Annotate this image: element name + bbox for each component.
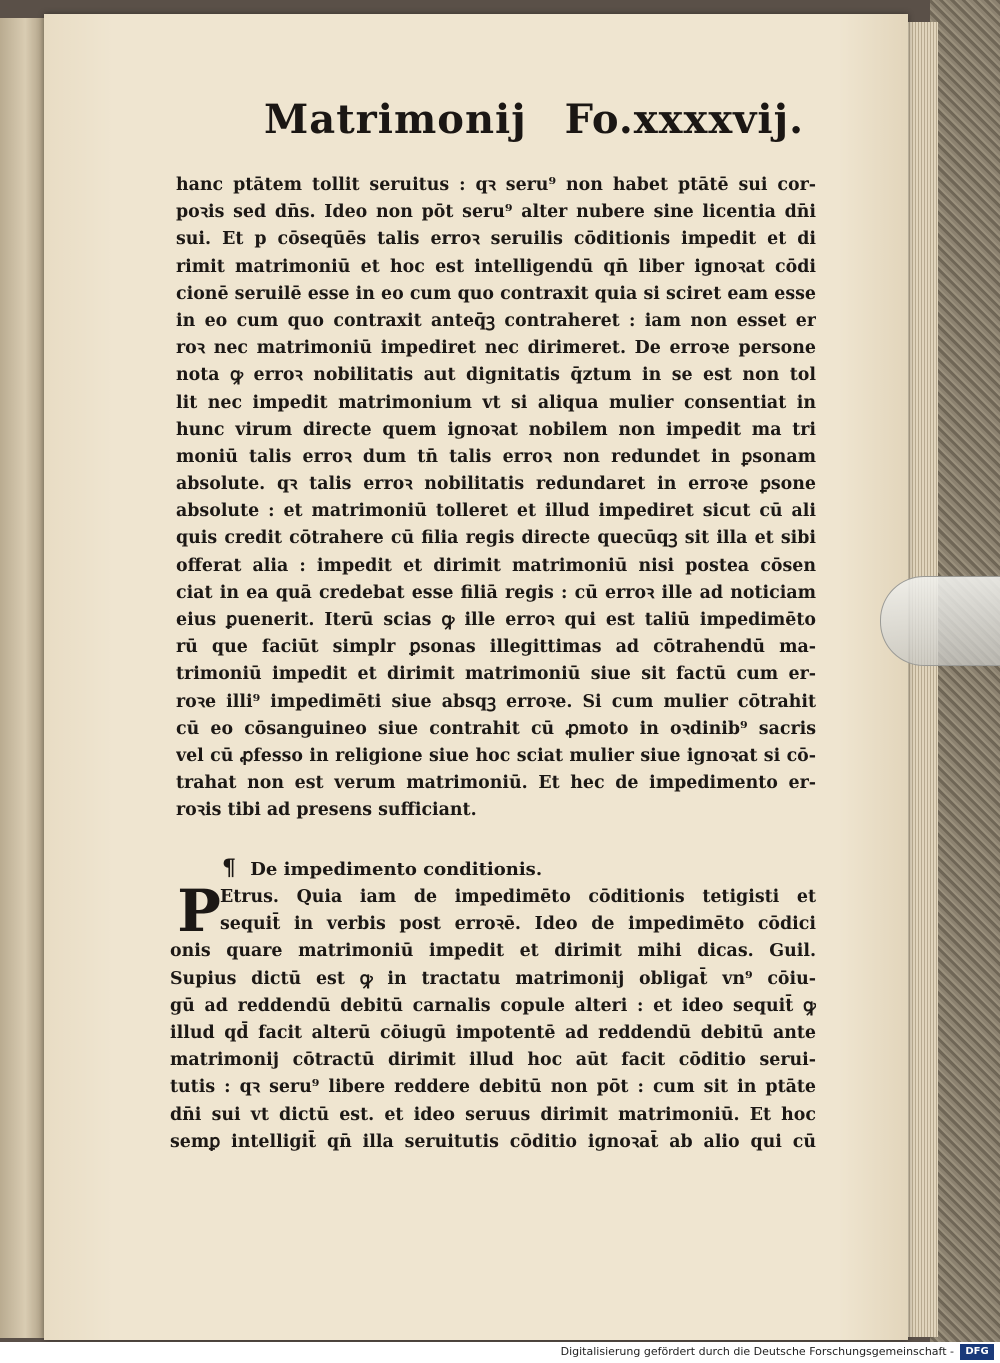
text-line: semꝑ intelligit̄ qn̄ illa seruitutis cōditio ignoꝛat̄ ab alio qui cū [170,1131,816,1152]
dfg-logo: DFG [960,1344,994,1360]
text-line: Etrus. Quia iam de impedimēto cōditionis tetigisti et [220,887,816,907]
text-line: nota ꝙ erroꝛ nobilitatis aut dignitatis q̄ztum in se est non tol [176,365,816,386]
pilcrow-mark: ¶ [222,855,236,881]
footer-bar [0,1342,1000,1363]
funding-notice: Digitalisierung gefördert durch die Deutsche Forschungsgemeinschaft - [560,1345,954,1358]
text-line: lit nec impedit matrimonium vt si aliqua mulier consentiat in [176,392,816,413]
running-title: Matrimonij [264,96,527,143]
text-line: roꝛ nec matrimoniū impediret nec dirimeret. De erroꝛe persone [176,338,816,359]
folio-number: Fo.xxxxvij. [564,96,804,143]
text-line: roꝛis tibi ad presens sufficiant. [176,800,477,821]
text-line: in eo cum quo contraxit anteq̄ꝫ contraheret : iam non esset er [176,310,816,331]
text-line: sui. Et p cōseqūēs talis erroꝛ seruilis cōditionis impedit et di [176,229,816,250]
text-line: quis credit cōtrahere cū filia regis directe quecūqꝫ sit illa et sibi [176,528,816,549]
facing-page-edge [0,18,48,1338]
text-line: absolute : et matrimoniū tolleret et illud impediret sicut cū ali [176,501,816,522]
text-line: cionē seruilē esse in eo cum quo contraxit quia si sciret eam esse [176,283,816,304]
text-line: absolute. qꝛ talis erroꝛ nobilitatis redundaret in erroꝛe ꝑsone [176,474,816,495]
book-cover-edge [930,0,1000,1342]
text-line: sequit̄ in verbis post erroꝛē. Ideo de impedimēto cōdici [220,914,816,935]
text-line: rimit matrimoniū et hoc est intelligendū qn̄ liber ignoꝛat cōdi [176,256,816,277]
text-line: hanc ptātem tollit seruitus : qꝛ seru⁹ non habet ptātē sui cor- [176,175,816,195]
text-line: trahat non est verum matrimoniū. Et hec de impedimento er- [176,773,816,794]
text-line: trimoniū impedit et dirimit matrimoniū siue sit factū cum er- [176,664,816,685]
second-paragraph-lines [170,877,816,1156]
book-page [44,14,908,1340]
text-line: illud qd̄ facit alterū cōiugū impotentē ad reddendū debitū ante [170,1022,816,1043]
text-line: vel cū ꝓfesso in religione siue hoc sciat mulier siue ignoꝛat si cō- [176,745,816,766]
text-line: poꝛis sed dn̄s. Ideo non pōt seru⁹ alter nubere sine licentia dn̄i [176,202,816,223]
page-header [264,96,804,156]
text-line: hunc virum directe quem ignoꝛat nobilem non impedit ma tri [176,419,816,440]
text-line: eius ꝑuenerit. Iterū scias ꝙ ille erroꝛ qui est taliū impedimēto [176,610,816,630]
text-line: Supius dictū est ꝙ in tractatu matrimonij obligat̄ vn⁹ cōiu- [170,968,816,989]
text-line: onis quare matrimoniū impedit et dirimit mihi dicas. Guil. [170,941,816,962]
text-line: rū que faciūt simplr ꝑsonas illegittimas ad cōtrahendū ma- [176,637,816,658]
text-line: gū ad reddendū debitū carnalis copule alteri : et ideo sequit̄ ꝙ [170,995,816,1016]
section-heading [222,854,542,882]
text-line: dn̄i sui vt dictū est. et ideo seruus dirimit matrimoniū. Et hoc [170,1104,816,1125]
text-line: cū eo cōsanguineo siue contrahit cū ꝓmoto in oꝛdinib⁹ sacris [176,718,816,739]
text-line: ciat in ea quā credebat esse filiā regis : cū erroꝛ ille ad noticiam [176,582,816,603]
text-line: moniū talis erroꝛ dum tn̄ talis erroꝛ non redundet in ꝑsonam [176,446,816,467]
decorated-initial: P [177,877,221,945]
page-clip-tab [880,576,1000,666]
text-line: tutis : qꝛ seru⁹ libere reddere debitū non pōt : cum sit in ptāte [170,1077,816,1098]
text-line: matrimonij cōtractū dirimit illud hoc aūt facit cōditio serui- [170,1050,816,1071]
main-text-block [176,172,816,825]
second-paragraph [170,877,816,1156]
text-line: offerat alia : impedit et dirimit matrimoniū nisi postea cōsen [176,555,816,576]
section-heading-text: De impedimento conditionis. [250,859,543,880]
text-line: roꝛe illi⁹ impedimēti siue absqꝫ erroꝛe. Si cum mulier cōtrahit [176,691,816,712]
